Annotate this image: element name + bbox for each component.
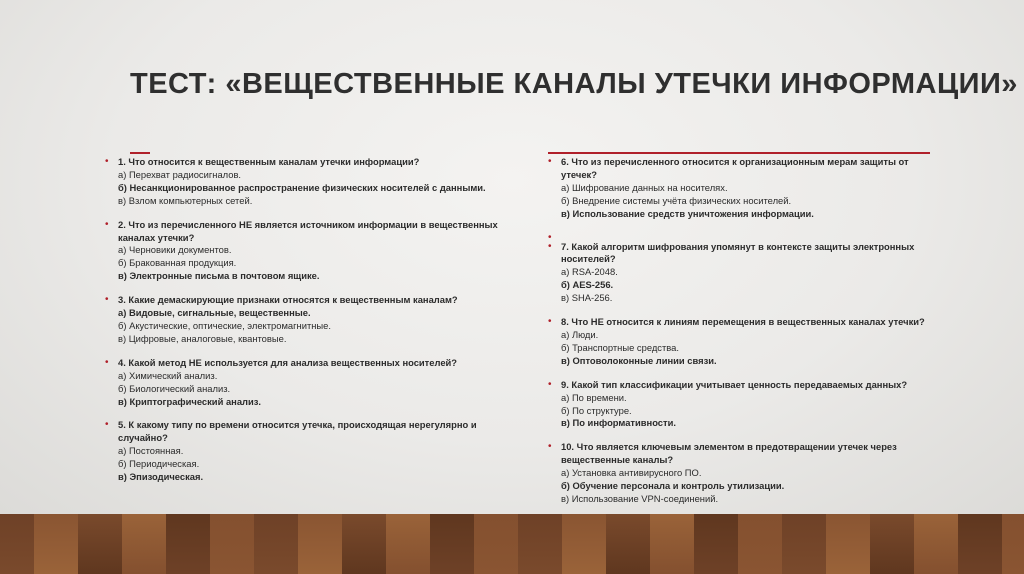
option-b: б) Внедрение системы учёта физических носителей. (561, 194, 792, 206)
question-text: 8. Что НЕ относится к линиям перемещения в вещественных каналах утечки? (561, 316, 925, 328)
bullet-icon: • (105, 356, 109, 368)
spacer (561, 232, 943, 241)
floor-plank (474, 514, 520, 574)
question-1 (105, 156, 515, 208)
option-c: в) Использование VPN-соединений. (561, 492, 719, 504)
option-c: в) Использование средств уничтожения информации. (561, 207, 814, 219)
empty-bullet (548, 232, 943, 241)
option-c: в) Эпизодическая. (118, 471, 204, 483)
option-b: б) Биологический анализ. (118, 382, 231, 394)
floor-plank (518, 514, 564, 574)
floor-plank (298, 514, 344, 574)
option-a: а) Шифрование данных на носителях. (561, 181, 728, 193)
question-2 (105, 219, 515, 284)
floor-plank (78, 514, 124, 574)
question-7 (548, 241, 943, 306)
floor-plank (738, 514, 784, 574)
floor-plank (694, 514, 740, 574)
option-a: а) RSA-2048. (561, 266, 618, 278)
left-question-column (105, 156, 515, 495)
question-text: 7. Какой алгоритм шифрования упомянут в контексте защиты электронных носителей? (561, 240, 915, 265)
question-10 (548, 441, 943, 506)
floor-plank (0, 514, 36, 574)
option-a: а) Видовые, сигнальные, вещественные. (118, 307, 311, 319)
accent-rule-left (130, 152, 150, 154)
bullet-icon: • (105, 294, 109, 306)
bullet-icon: • (548, 378, 552, 390)
option-b: б) Транспортные средства. (561, 341, 679, 353)
option-c: в) Электронные письма в почтовом ящике. (118, 270, 320, 282)
question-5 (105, 419, 515, 484)
question-4 (105, 357, 515, 409)
option-b: б) Периодическая. (118, 458, 200, 470)
floor-plank (342, 514, 388, 574)
floor-plank (210, 514, 256, 574)
accent-rule-right (548, 152, 930, 154)
floor-plank (166, 514, 212, 574)
question-text: 3. Какие демаскирующие признаки относятся к вещественным каналам? (118, 294, 458, 306)
option-a: а) Химический анализ. (118, 369, 218, 381)
floor-plank (650, 514, 696, 574)
question-6 (548, 156, 943, 221)
question-text: 10. Что является ключевым элементом в предотвращении утечек через вещественные каналы? (561, 441, 897, 466)
right-question-column (548, 156, 943, 517)
option-c: в) По информативности. (561, 417, 676, 429)
question-text: 9. Какой тип классификации учитывает ценность передаваемых данных? (561, 378, 908, 390)
wood-floor (0, 514, 1024, 574)
option-b: б) Акустические, оптические, электромагнитные. (118, 319, 331, 331)
bullet-icon: • (548, 240, 552, 252)
question-text: 2. Что из перечисленного НЕ является источником информации в вещественных каналах утечки? (118, 218, 498, 243)
option-c: в) Взлом компьютерных сетей. (118, 194, 253, 206)
bullet-icon: • (548, 231, 552, 243)
floor-plank (914, 514, 960, 574)
option-c: в) Криптографический анализ. (118, 395, 262, 407)
option-b: б) Бракованная продукция. (118, 257, 237, 269)
bullet-icon: • (548, 316, 552, 328)
bullet-icon: • (105, 419, 109, 431)
floor-plank (430, 514, 476, 574)
option-a: а) Установка антивирусного ПО. (561, 467, 702, 479)
question-9 (548, 379, 943, 431)
option-b: б) Обучение персонала и контроль утилизации. (561, 480, 785, 492)
floor-plank (606, 514, 652, 574)
option-a: а) По времени. (561, 391, 627, 403)
option-a: а) Перехват радиосигналов. (118, 168, 242, 180)
bullet-icon: • (548, 156, 552, 167)
question-8 (548, 316, 943, 368)
question-text: 5. К какому типу по времени относится утечка, происходящая нерегулярно и случайно? (118, 419, 477, 444)
floor-plank (1002, 514, 1024, 574)
option-a: а) Постоянная. (118, 445, 184, 457)
floor-plank (958, 514, 1004, 574)
option-b: б) По структуре. (561, 404, 632, 416)
option-a: а) Люди. (561, 328, 599, 340)
option-c: в) SHA-256. (561, 292, 613, 304)
floor-plank (870, 514, 916, 574)
question-text: 6. Что из перечисленного относится к организационным мерам защиты от утечек? (561, 156, 909, 180)
floor-plank (122, 514, 168, 574)
bullet-icon: • (548, 441, 552, 453)
option-c: в) Цифровые, аналоговые, квантовые. (118, 332, 287, 344)
floor-plank (254, 514, 300, 574)
question-text: 4. Какой метод НЕ используется для анализа вещественных носителей? (118, 356, 458, 368)
floor-plank (562, 514, 608, 574)
question-text: 1. Что относится к вещественным каналам утечки информации? (118, 156, 420, 167)
floor-plank (34, 514, 80, 574)
bullet-icon: • (105, 156, 109, 167)
option-b: б) Несанкционированное распространение физических носителей с данными. (118, 181, 486, 193)
floor-plank (782, 514, 828, 574)
floor-plank (826, 514, 872, 574)
slide-title: ТЕСТ: «ВЕЩЕСТВЕННЫЕ КАНАЛЫ УТЕЧКИ ИНФОРМАЦИИ» (130, 68, 1018, 100)
bullet-icon: • (105, 218, 109, 230)
question-3 (105, 294, 515, 346)
option-c: в) Оптоволоконные линии связи. (561, 354, 717, 366)
option-b: б) AES-256. (561, 279, 614, 291)
floor-plank (386, 514, 432, 574)
option-a: а) Черновики документов. (118, 244, 232, 256)
